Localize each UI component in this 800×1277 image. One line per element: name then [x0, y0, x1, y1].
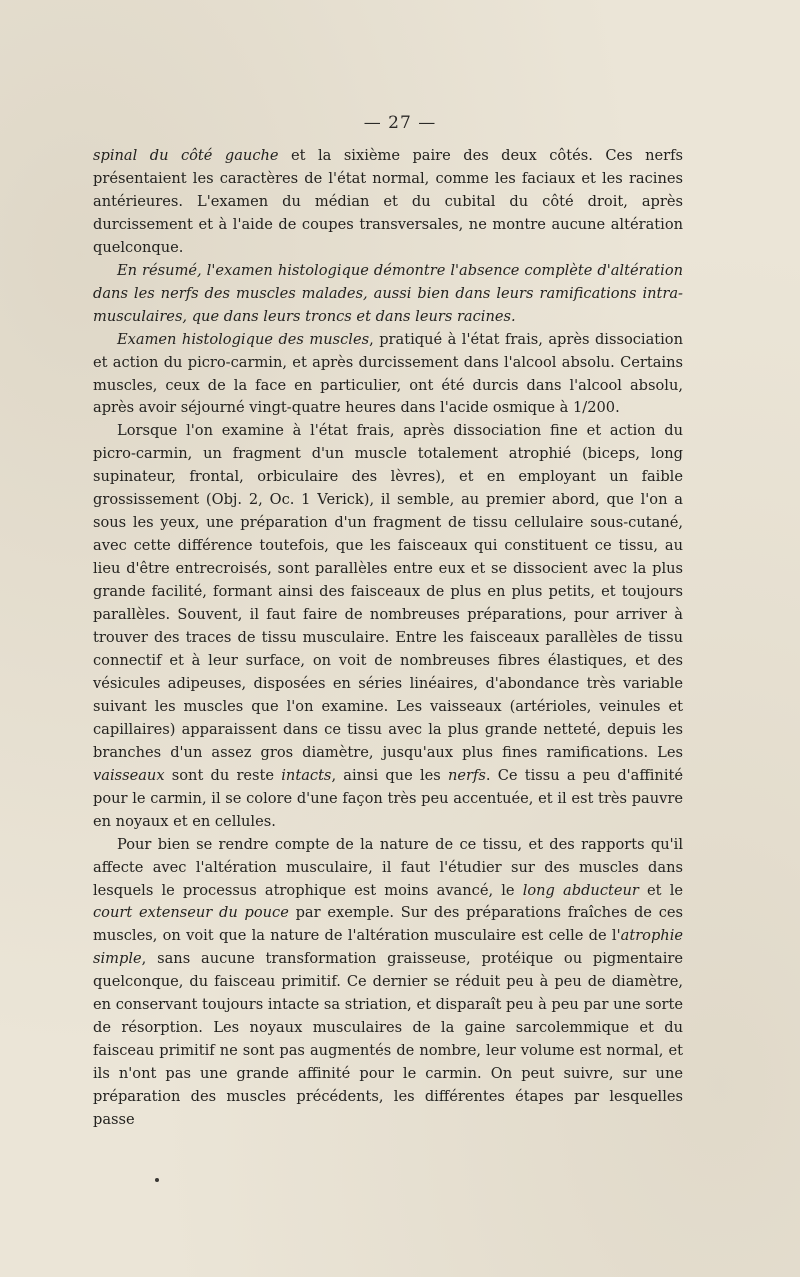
text-run: Pour bien se rendre compte de la nature de ce tissu, et des rapports qu'il affecte avec l'altération musculaire, il faut l'étudier sur des muscles dans lesquels le processus atrophique est moins avancé, le [93, 835, 683, 899]
italic-text: vaisseaux [93, 766, 165, 784]
page-number: — 27 — [363, 113, 437, 133]
italic-text: atrophie simple [93, 927, 683, 968]
italic-text: long abducteur [522, 881, 639, 899]
paragraph [93, 420, 683, 833]
italic-text: court extenseur du pouce [93, 904, 289, 922]
italic-text: En résumé, l'examen histologique démontre l'absence complète d'altération dans les nerfs des muscles malades, aussi bien dans leurs ramifications intra-musculaires, que dans leurs troncs et dans leurs racines. [93, 261, 683, 325]
italic-text: spinal du côté gauche [93, 147, 279, 164]
paragraph [93, 260, 683, 329]
text-run: , ainsi que les [331, 766, 448, 784]
ink-speck [155, 1178, 159, 1182]
text-run: , pratiqué à l'état frais, après dissociation et action du picro-carmin, et après durcissement dans l'alcool absolu. Certains muscles, ceux de la face en particulier, ont été durcis dans l'alcool absolu, après avoir séjourné vingt-quatre heures dans l'acide osmique à 1/200. [93, 330, 683, 417]
paragraph [93, 145, 683, 260]
italic-text: nerfs [447, 766, 486, 784]
body-text [93, 145, 683, 1132]
text-run: sont du reste [164, 766, 282, 784]
text-run: et la sixième paire des deux côtés. Ces nerfs présentaient les caractères de l'état normal, comme les faciaux et les racines antérieures. L'examen du médian et du cubital du côté droit, après durcissement et à l'aide de coupes transversales, ne montre aucune altération quelconque. [93, 147, 683, 256]
text-run: et le [638, 881, 683, 899]
text-run: par exemple. Sur des préparations fraîches de ces muscles, on voit que la nature de l'altération musculaire est celle de l' [93, 904, 683, 945]
paragraph [93, 329, 683, 421]
text-run: , sans aucune transformation graisseuse, protéique ou pigmentaire quelconque, du faisceau primitif. Ce dernier se réduit peu à peu de diamètre, en conservant toujours intacte sa striation, et disparaît peu à peu par une sorte de résorption. Les noyaux musculaires de la gaine sarcolemmique et du faisceau primitif ne sont pas augmentés de nombre, leur volume est normal, et ils n'ont pas une grande affinité pour le carmin. On peut suivre, sur une préparation des muscles précédents, les différentes étapes par lesquelles passe [93, 950, 683, 1129]
paragraph [93, 834, 683, 1132]
text-run: Lorsque l'on examine à l'état frais, après dissociation fine et action du picro-carmin, un fragment d'un muscle totalement atrophié (biceps, long supinateur, frontal, orbiculaire des lèvres), et en employant un faible grossissement (Obj. 2, Oc. 1 Verick), il semble, au premier abord, que l'on a sous les yeux, une préparation d'un fragment de tissu cellulaire sous-cutané, avec cette différence toutefois, que les faisceaux qui constituent ce tissu, au lieu d'être entrecroisés, sont parallèles entre eux et se dissocient avec la plus grande facilité, formant ainsi des faisceaux de plus en plus petits, et toujours parallèles. Souvent, il faut faire de nombreuses préparations, pour arriver à trouver des traces de tissu musculaire. Entre les faisceaux parallèles de tissu connectif et à leur surface, on voit de nombreuses fibres élastiques, et des vésicules adipeuses, disposées en séries linéaires, d'abondance très variable suivant les muscles que l'on examine. Les vaisseaux (artérioles, veinules et capillaires) apparaissent dans ce tissu avec la plus grande netteté, depuis les branches d'un assez gros diamètre, jusqu'aux plus fines ramifications. Les [93, 422, 683, 761]
italic-text: intacts [281, 766, 332, 784]
italic-text: Examen histologique des muscles [117, 330, 370, 348]
text-run: . Ce tissu a peu d'affinité pour le carmin, il se colore d'une façon très peu accentuée, et il est très pauvre en noyaux et en cellules. [93, 766, 683, 830]
